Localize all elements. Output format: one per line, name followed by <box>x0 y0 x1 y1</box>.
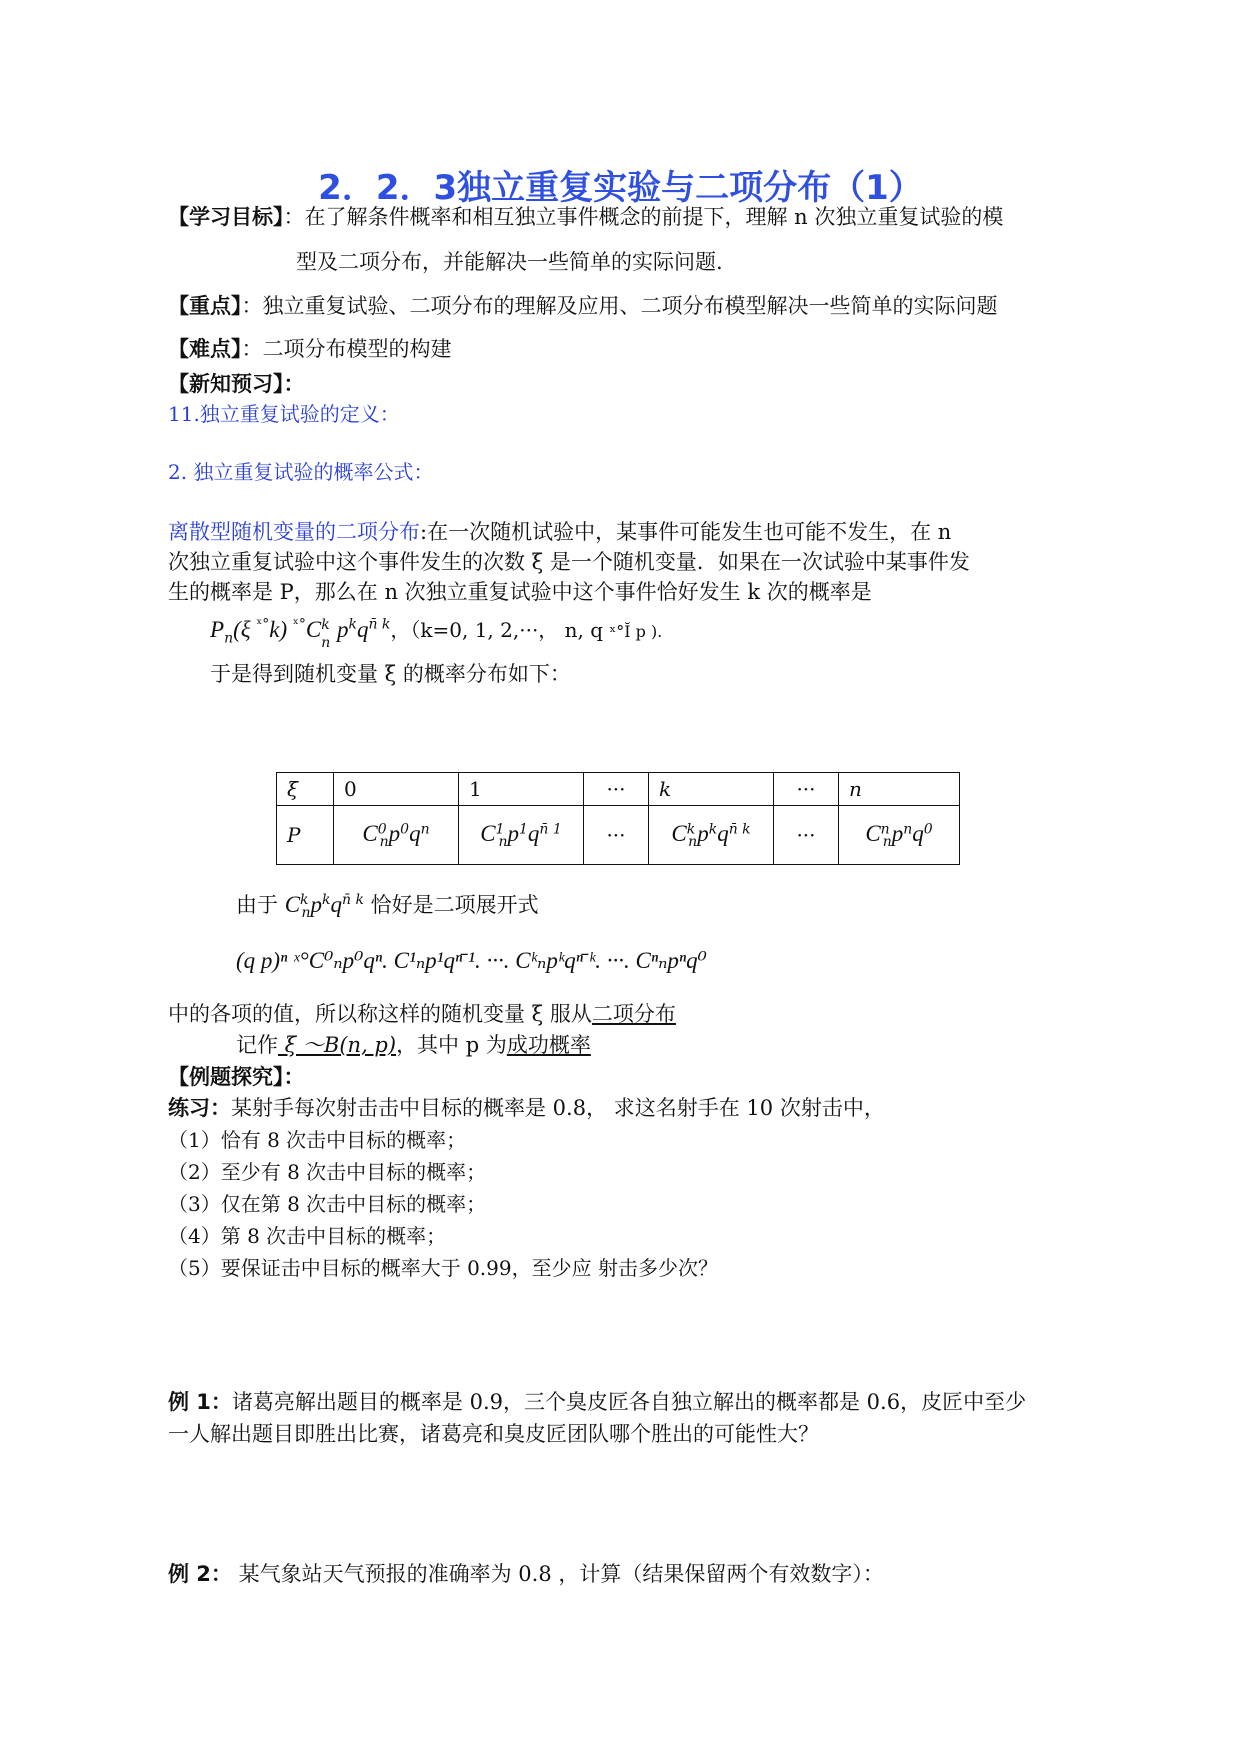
table-header-cell: 0 <box>334 773 459 806</box>
table-header-row <box>277 773 960 806</box>
page-title: 2．2．3独立重复实验与二项分布（1） <box>318 168 923 208</box>
examples-label: 【例题探究】： <box>168 1065 305 1089</box>
table-row-label: P <box>277 806 334 865</box>
example-2-text: 某气象站天气预报的准确率为 0.8 ，计算（结果保留两个有效数字）： <box>231 1562 884 1586</box>
goal-text-2: 型及二项分布，并能解决一些简单的实际问题. <box>296 250 723 274</box>
goal-label: 【学习目标】 <box>168 205 284 229</box>
notation-mid: ，其中 p 为 <box>396 1033 507 1057</box>
distribution-table <box>276 772 960 865</box>
formula-xi: (ξ <box>233 617 257 642</box>
key-label: 【重点】 <box>168 294 242 318</box>
binomial-text-2: 次独立重复试验中这个事件发生的次数 ξ 是一个随机变量．如果在一次试验中某事件发 <box>168 550 970 574</box>
notation-line <box>236 1031 591 1059</box>
example-2-label: 例 2： <box>168 1562 232 1586</box>
formula-p: P <box>210 617 225 642</box>
example-1-line-1 <box>168 1388 1026 1416</box>
exercise-item: （2）至少有 8 次击中目标的概率； <box>168 1160 487 1184</box>
preview-label: 【新知预习】： <box>168 372 305 396</box>
goal-line-1 <box>168 203 1003 231</box>
table-cell-term-1: $C^1_np^1q^{n̄ 1}$ <box>459 806 584 865</box>
exercise-item: （3）仅在第 8 次击中目标的概率； <box>168 1192 487 1216</box>
goal-text-1: ：在了解条件概率和相互独立事件概念的前提下，理解 n 次独立重复试验的模 <box>283 205 1004 229</box>
binomial-line-1 <box>168 518 951 546</box>
binomial-heading: 离散型随机变量的二项分布 <box>168 520 420 544</box>
difficulty-text: ：二项分布模型的构建 <box>241 337 452 361</box>
key-text: ：独立重复试验、二项分布的理解及应用、二项分布模型解决一些简单的实际问题 <box>241 294 998 318</box>
exercise-item: （4）第 8 次击中目标的概率； <box>168 1224 447 1248</box>
expansion-intro-post: 恰好是二项展开式 <box>370 893 539 917</box>
difficulty-line <box>168 335 452 363</box>
table-cell-term-n: $C^n_np^nq^0$ <box>839 806 960 865</box>
table-cell-dots: ··· <box>584 806 649 865</box>
exercise-item: （1）恰有 8 次击中目标的概率； <box>168 1128 467 1152</box>
formula-k: k) <box>269 617 293 642</box>
table-header-cell: n <box>839 773 960 806</box>
table-probability-row <box>277 806 960 865</box>
table-header-cell: ··· <box>774 773 839 806</box>
exercise-text: 某射手每次射击击中目标的概率是 0.8， 求这名射手在 10 次射击中， <box>231 1096 885 1120</box>
notation-expr: ξ ～B(n, p) <box>278 1033 397 1057</box>
formula-item: 2. 独立重复试验的概率公式： <box>168 460 434 484</box>
table-intro: 于是得到随机变量 ξ 的概率分布如下： <box>210 662 571 686</box>
binomial-expansion: (q p)ⁿ ˣ°C⁰ₙp⁰qⁿ. C¹ₙp¹qⁿ̄ ¹. ···. Cᵏₙpᵏqⁿ̄ ᵏ. ···. Cⁿₙpⁿq⁰ <box>236 948 707 973</box>
exercise-line <box>168 1094 885 1122</box>
notation-pre: 记作 <box>236 1033 278 1057</box>
table-header-cell: k <box>649 773 774 806</box>
success-probability-term: 成功概率 <box>506 1033 591 1057</box>
probability-formula: $P_n(\xi$ $^{ˣ^\circ}$k) $^{ˣ^\circ}$C k n $p^kq^{n̄ k}$，（k=0, 1, 2,···， n, q ˣ°Ĭ p ). <box>210 616 663 651</box>
expansion-intro-pre: 由于 <box>236 893 278 917</box>
exercise-item: （5）要保证击中目标的概率大于 0.99，至少应 射击多少次？ <box>168 1256 718 1280</box>
example-2-line <box>168 1560 884 1588</box>
formula-tail: ，（k=0, 1, 2,···， n, q <box>390 618 610 642</box>
definition-item: 11.独立重复试验的定义： <box>168 402 400 426</box>
example-1-text-2: 一人解出题目即胜出比赛，诸葛亮和臭皮匠团队哪个胜出的可能性大？ <box>168 1422 819 1446</box>
conclusion-line <box>168 1000 676 1028</box>
example-1-label: 例 1： <box>168 1390 232 1414</box>
conclusion-text: 中的各项的值，所以称这样的随机变量 ξ 服从 <box>168 1002 592 1026</box>
table-header-cell: ··· <box>584 773 649 806</box>
table-cell-term-k: $C^k_np^kq^{n̄ k}$ <box>649 806 774 865</box>
exercise-label: 练习： <box>168 1096 231 1120</box>
table-cell-term-0: $C^0_np^0q^n$ <box>334 806 459 865</box>
binomial-text-1: :在一次随机试验中，某事件可能发生也可能不发生，在 n <box>420 520 952 544</box>
table-header-cell: 1 <box>459 773 584 806</box>
binomial-text-3: 生的概率是 P，那么在 n 次独立重复试验中这个事件恰好发生 k 次的概率是 <box>168 580 872 604</box>
key-line <box>168 292 998 320</box>
difficulty-label: 【难点】 <box>168 337 242 361</box>
formula-garble-1: ˣ° <box>256 616 270 633</box>
expansion-intro: 由于 $C^k_np^kq^{n̄ k}$ 恰好是二项展开式 <box>236 892 539 922</box>
table-header-cell: ξ <box>277 773 334 806</box>
example-1-text-1: 诸葛亮解出题目的概率是 0.9，三个臭皮匠各自独立解出的概率都是 0.6，皮匠中至少 <box>231 1390 1027 1414</box>
table-cell-dots: ··· <box>774 806 839 865</box>
formula-end: ˣ°Ĭ p ). <box>609 622 663 641</box>
binomial-term: 二项分布 <box>591 1002 676 1026</box>
